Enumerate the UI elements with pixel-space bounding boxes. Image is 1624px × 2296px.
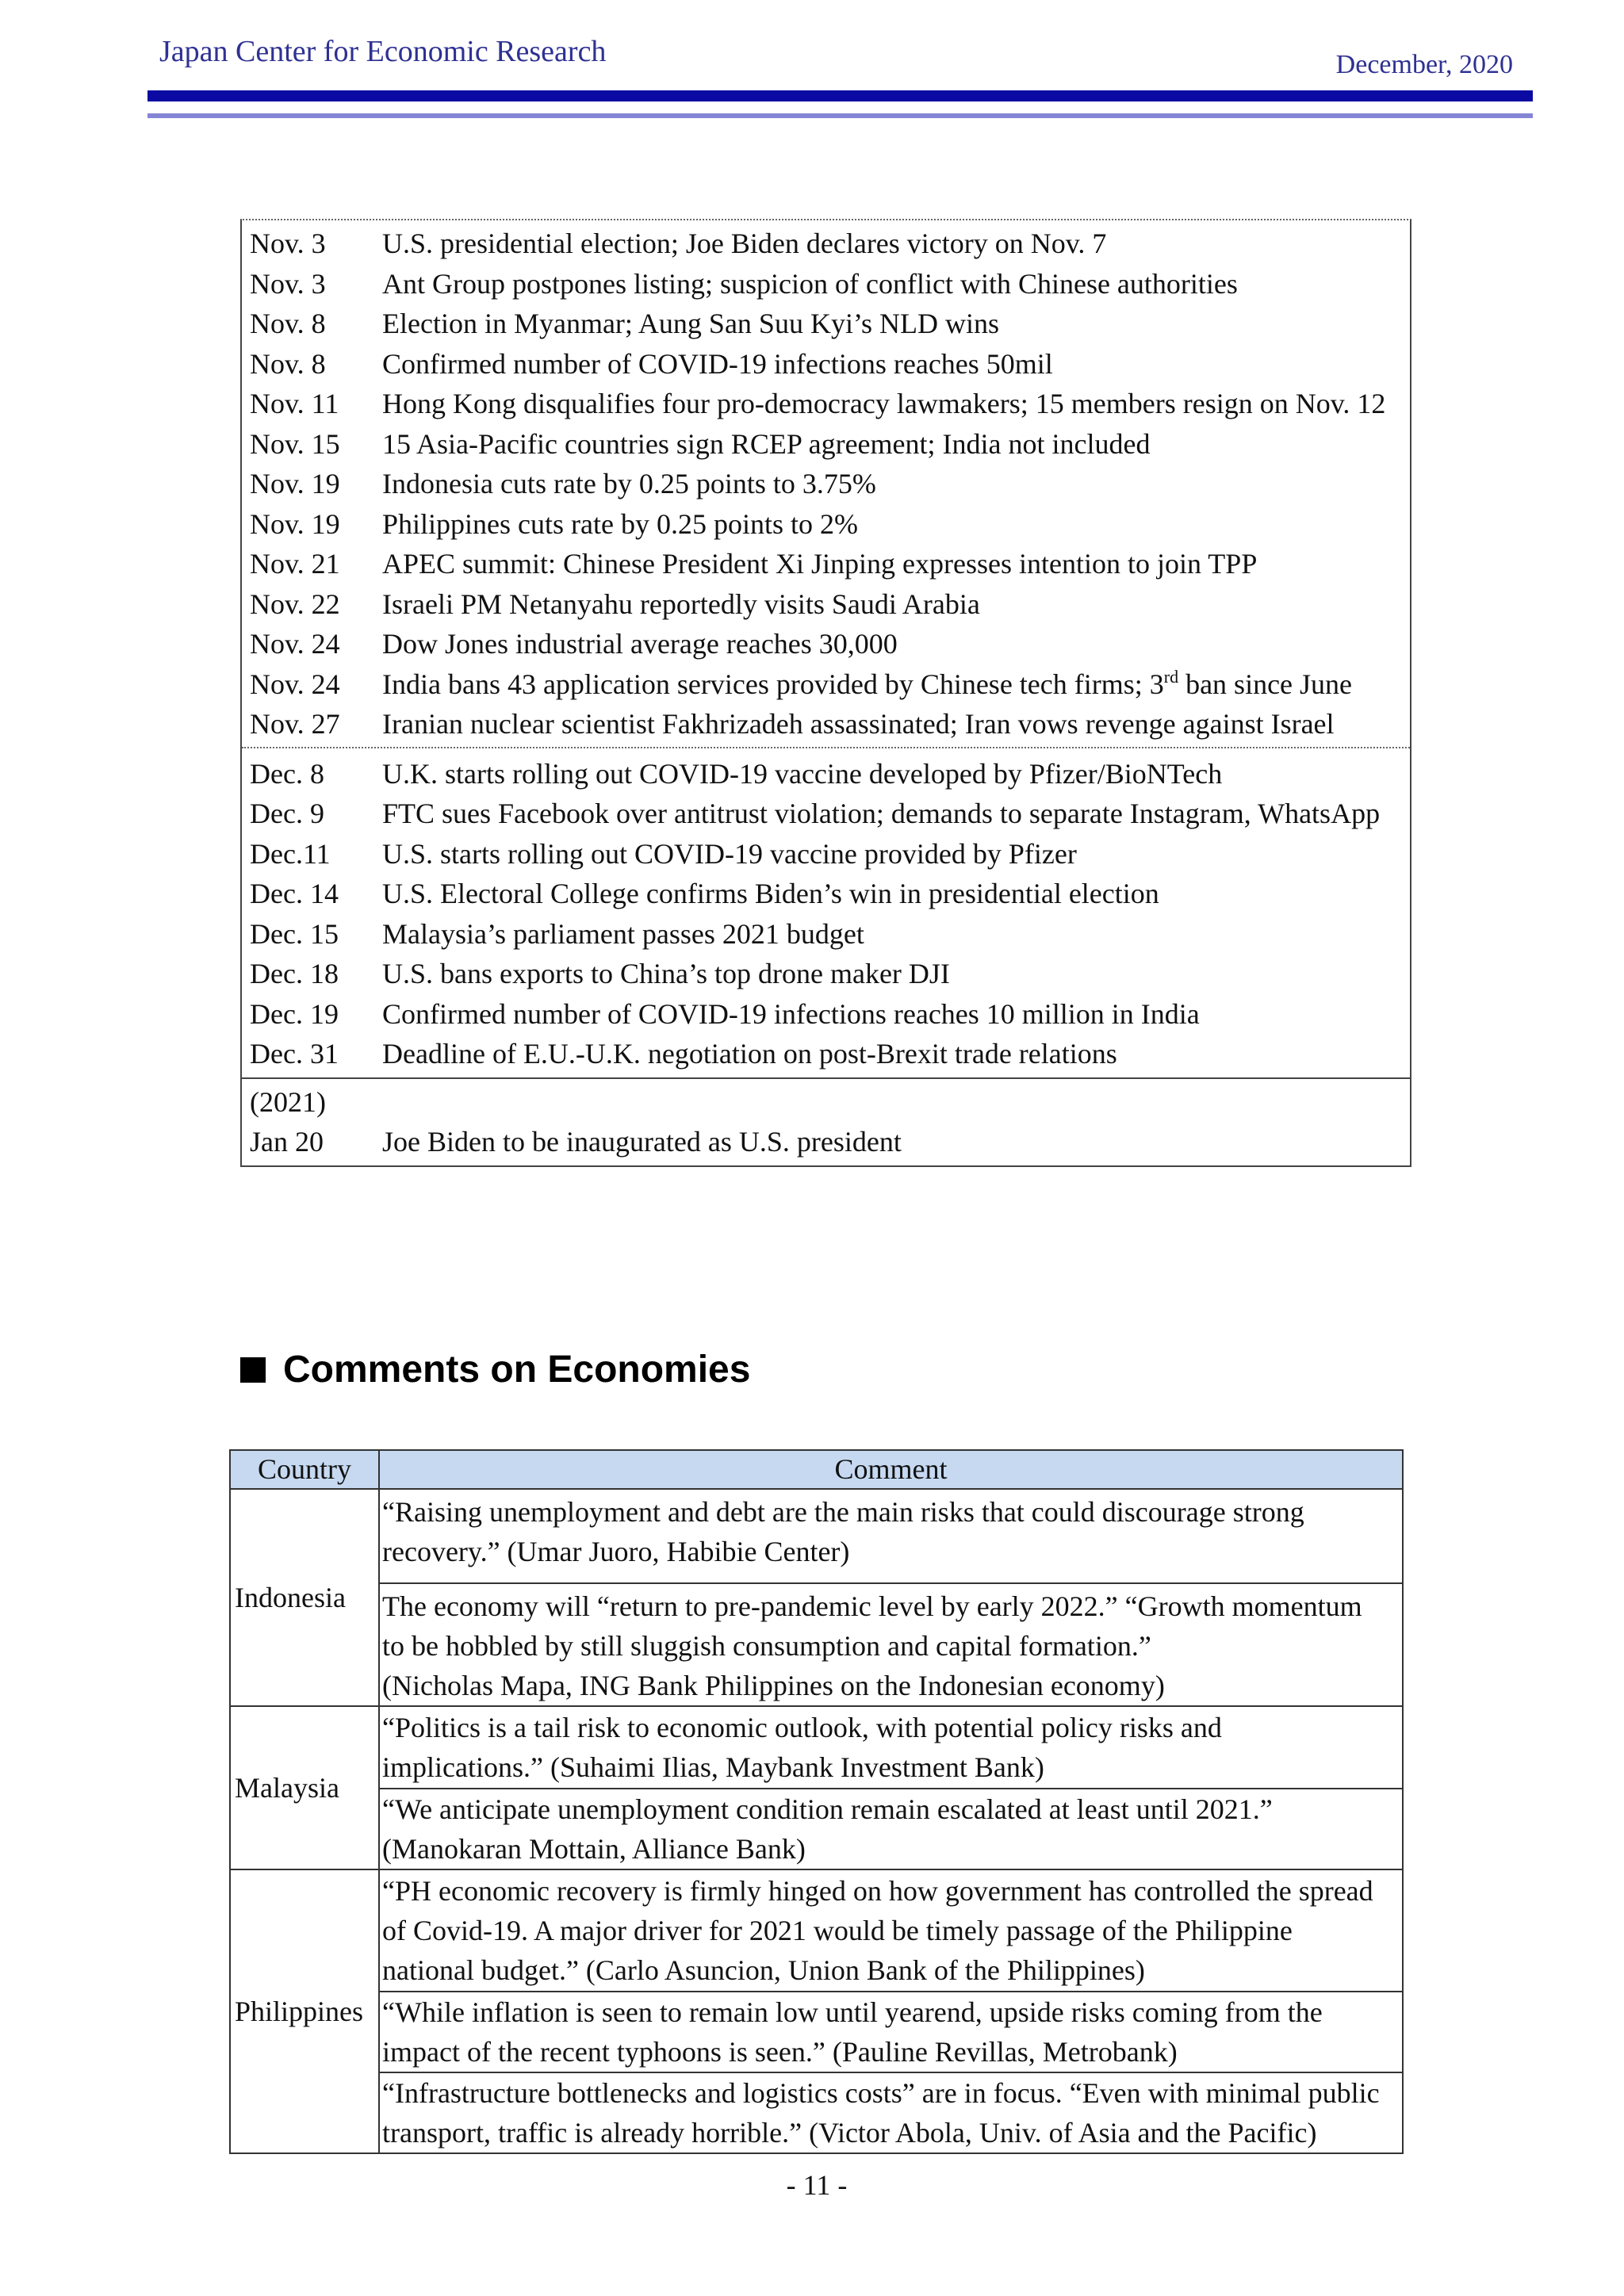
timeline-row <box>242 464 1410 504</box>
timeline-year-row <box>242 1082 1410 1123</box>
timeline-row <box>242 344 1410 385</box>
comment-line: The economy will “return to pre-pandemic level by early 2022.” “Growth momentum <box>382 1590 1362 1622</box>
timeline-section-2021 <box>242 1079 1410 1165</box>
timeline-row <box>242 224 1410 264</box>
event-text: India bans 43 application services provided by Chinese tech firms; 3 <box>382 668 1164 700</box>
event-description: Joe Biden to be inaugurated as U.S. president <box>382 1126 902 1158</box>
timeline-row <box>242 874 1410 914</box>
comment-line: recovery.” (Umar Juoro, Habibie Center) <box>382 1536 850 1567</box>
event-date: Nov. 21 <box>250 548 340 580</box>
comment-cell <box>380 1707 1402 1789</box>
country-group-indonesia <box>231 1490 1402 1707</box>
event-date: Dec. 14 <box>250 878 339 909</box>
comments-table <box>229 1449 1404 2154</box>
comment-cell <box>380 1870 1402 1992</box>
column-header-country: Country <box>231 1451 380 1488</box>
event-date: Nov. 24 <box>250 628 340 660</box>
event-description: U.S. starts rolling out COVID-19 vaccine provided by Pfizer <box>382 837 1077 870</box>
event-date: Nov. 27 <box>250 708 340 740</box>
year-label: (2021) <box>250 1085 326 1118</box>
comment-line: “We anticipate unemployment condition remain escalated at least until 2021.” <box>382 1793 1273 1825</box>
event-date: Dec. 19 <box>250 997 339 1030</box>
comment-line: implications.” (Suhaimi Ilias, Maybank Investment Bank) <box>382 1751 1044 1783</box>
organization-name: Japan Center for Economic Research <box>159 35 607 68</box>
event-date: Jan 20 <box>250 1126 324 1158</box>
event-description: Indonesia cuts rate by 0.25 points to 3.75% <box>382 468 876 499</box>
comment-line: impact of the recent typhoons is seen.” (Pauline Revillas, Metrobank) <box>382 2036 1178 2068</box>
timeline-row <box>242 384 1410 424</box>
comment-cell <box>380 1490 1402 1584</box>
timeline-row <box>242 264 1410 304</box>
timeline-row <box>242 1122 1410 1162</box>
timeline-row <box>242 994 1410 1035</box>
timeline-row <box>242 954 1410 994</box>
event-description: Confirmed number of COVID-19 infections reaches 50mil <box>382 347 1053 380</box>
event-description <box>382 664 1410 705</box>
comment-line: “PH economic recovery is firmly hinged on how government has controlled the spread <box>382 1875 1373 1907</box>
timeline-row <box>242 664 1410 705</box>
timeline-row <box>242 834 1410 874</box>
comments-cell-group <box>380 1707 1402 1869</box>
event-date: Dec. 31 <box>250 1038 339 1070</box>
timeline-section-november <box>242 220 1410 748</box>
event-date: Dec. 8 <box>250 757 324 790</box>
event-description: Israeli PM Netanyahu reportedly visits Saudi Arabia <box>382 587 980 620</box>
timeline-row <box>242 754 1410 794</box>
timeline-row <box>242 1034 1410 1074</box>
header-rule-primary <box>147 90 1533 101</box>
event-date: Nov. 8 <box>250 347 326 380</box>
timeline-row <box>242 304 1410 344</box>
country-cell: Indonesia <box>231 1490 380 1705</box>
event-description: Dow Jones industrial average reaches 30,000 <box>382 628 898 660</box>
event-date: Nov. 19 <box>250 468 340 499</box>
comment-line: “Raising unemployment and debt are the main risks that could discourage strong <box>382 1496 1304 1528</box>
comment-line: (Nicholas Mapa, ING Bank Philippines on the Indonesian economy) <box>382 1670 1165 1701</box>
timeline-section-december <box>242 748 1410 1079</box>
event-description: U.K. starts rolling out COVID-19 vaccine developed by Pfizer/BioNTech <box>382 757 1223 790</box>
comments-cell-group <box>380 1870 1402 2152</box>
event-date: Nov. 11 <box>250 388 339 419</box>
event-date: Dec.11 <box>250 837 331 870</box>
page-number: - 11 - <box>786 2169 848 2201</box>
comment-line: (Manokaran Mottain, Alliance Bank) <box>382 1833 806 1865</box>
country-group-malaysia <box>231 1707 1402 1870</box>
comment-line: “While inflation is seen to remain low until yearend, upside risks coming from the <box>382 1996 1323 2028</box>
event-description: Hong Kong disqualifies four pro-democracy lawmakers; 15 members resign on Nov. 12 <box>382 388 1386 419</box>
event-description: Iranian nuclear scientist Fakhrizadeh assassinated; Iran vows revenge against Israel <box>382 708 1335 740</box>
country-cell: Philippines <box>231 1870 380 2152</box>
comment-line: transport, traffic is already horrible.” (Victor Abola, Univ. of Asia and the Pacific) <box>382 2117 1317 2149</box>
event-description: Election in Myanmar; Aung San Suu Kyi’s NLD wins <box>382 308 999 339</box>
comment-line: “Infrastructure bottlenecks and logistics costs” are in focus. “Even with minimal public <box>382 2077 1380 2109</box>
event-date: Dec. 18 <box>250 958 339 989</box>
comments-cell-group <box>380 1490 1402 1705</box>
timeline-row <box>242 544 1410 584</box>
black-square-icon <box>240 1357 266 1383</box>
timeline-row <box>242 584 1410 625</box>
comment-line: of Covid-19. A major driver for 2021 would be timely passage of the Philippine <box>382 1915 1293 1946</box>
event-description: U.S. presidential election; Joe Biden declares victory on Nov. 7 <box>382 228 1107 259</box>
event-date: Nov. 22 <box>250 587 340 620</box>
event-date: Nov. 8 <box>250 308 326 339</box>
event-description: U.S. Electoral College confirms Biden’s win in presidential election <box>382 878 1159 909</box>
country-group-philippines <box>231 1870 1402 2152</box>
timeline-row <box>242 504 1410 545</box>
country-cell: Malaysia <box>231 1707 380 1869</box>
comment-line: “Politics is a tail risk to economic outlook, with potential policy risks and <box>382 1712 1222 1743</box>
timeline-row <box>242 704 1410 744</box>
event-description: 15 Asia-Pacific countries sign RCEP agreement; India not included <box>382 427 1151 460</box>
event-date: Nov. 19 <box>250 507 340 540</box>
event-date: Nov. 3 <box>250 228 326 259</box>
column-header-comment: Comment <box>834 1453 948 1485</box>
section-heading-text: Comments on Economies <box>283 1349 751 1391</box>
header-rule-secondary <box>147 113 1533 118</box>
timeline-row <box>242 914 1410 955</box>
event-date: Nov. 3 <box>250 267 326 300</box>
comment-cell <box>380 2073 1402 2152</box>
section-heading <box>240 1348 750 1392</box>
event-date: Nov. 15 <box>250 427 340 460</box>
event-date: Dec. 9 <box>250 798 324 829</box>
timeline-row <box>242 794 1410 834</box>
timeline-row <box>242 624 1410 664</box>
comment-cell <box>380 1584 1402 1705</box>
events-timeline-table <box>240 219 1411 1167</box>
comment-cell <box>380 1789 1402 1869</box>
event-description: Confirmed number of COVID-19 infections reaches 10 million in India <box>382 997 1200 1030</box>
report-date: December, 2020 <box>1335 50 1513 79</box>
table-header-row <box>231 1451 1402 1490</box>
event-description: APEC summit: Chinese President Xi Jinping expresses intention to join TPP <box>382 548 1258 580</box>
event-description: Ant Group postpones listing; suspicion of conflict with Chinese authorities <box>382 267 1238 300</box>
event-description: Philippines cuts rate by 0.25 points to 2% <box>382 507 858 540</box>
event-date: Nov. 24 <box>250 668 340 700</box>
event-text-continued: ban since June <box>1178 668 1353 700</box>
event-description: U.S. bans exports to China’s top drone maker DJI <box>382 958 950 989</box>
event-description: Malaysia’s parliament passes 2021 budget <box>382 917 864 950</box>
comment-line: national budget.” (Carlo Asuncion, Union Bank of the Philippines) <box>382 1954 1145 1986</box>
comment-cell <box>380 1992 1402 2073</box>
comment-line: to be hobbled by still sluggish consumption and capital formation.” <box>382 1630 1151 1662</box>
event-description: Deadline of E.U.-U.K. negotiation on post-Brexit trade relations <box>382 1038 1117 1070</box>
timeline-row <box>242 424 1410 465</box>
ordinal-suffix: rd <box>1163 666 1179 687</box>
event-description: FTC sues Facebook over antitrust violation; demands to separate Instagram, WhatsApp <box>382 798 1381 829</box>
event-date: Dec. 15 <box>250 917 339 950</box>
